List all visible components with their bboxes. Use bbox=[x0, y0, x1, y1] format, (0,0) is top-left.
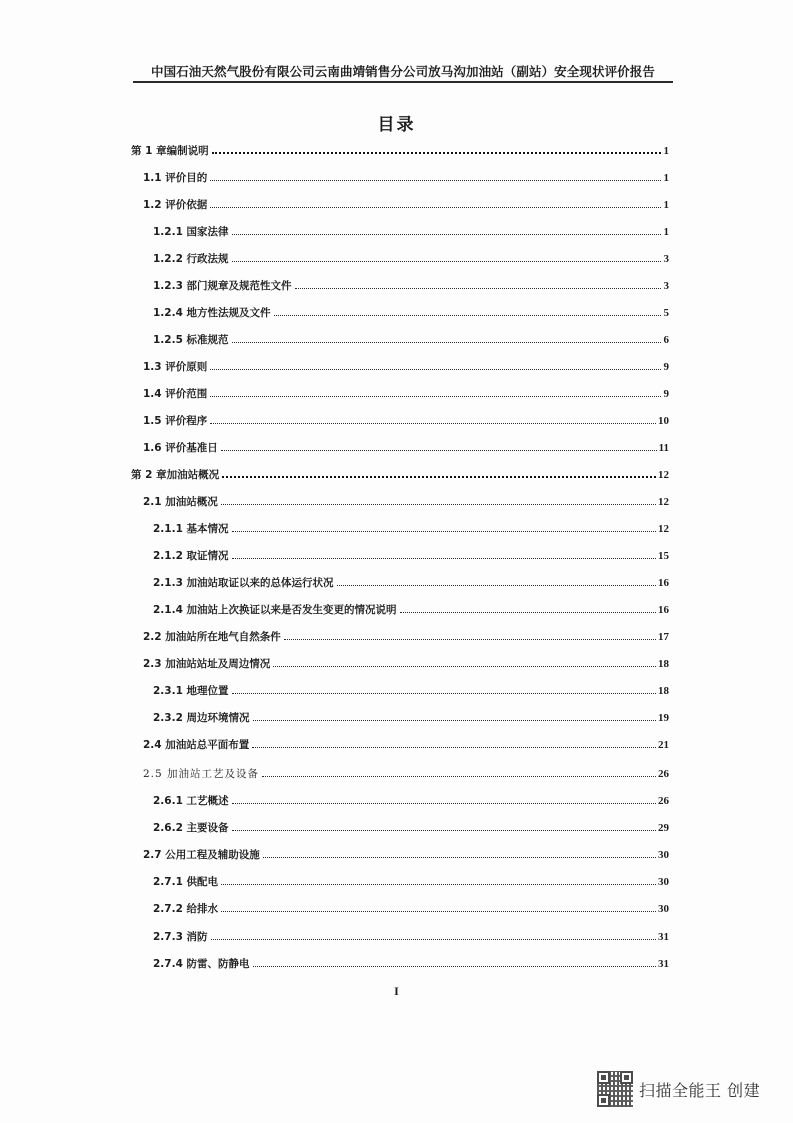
toc-subsection-entry[interactable] bbox=[153, 305, 669, 323]
dot-leader bbox=[232, 530, 656, 532]
toc-entry-page-number: 26 bbox=[658, 768, 669, 780]
toc-subsection-entry[interactable] bbox=[153, 820, 669, 838]
toc-entry-page-number: 26 bbox=[658, 795, 669, 807]
header-rule bbox=[133, 81, 673, 83]
dot-leader bbox=[221, 503, 656, 505]
dot-leader bbox=[253, 965, 656, 967]
toc-entry-page-number: 6 bbox=[663, 334, 669, 346]
dot-leader bbox=[211, 938, 656, 940]
dot-leader bbox=[210, 422, 656, 424]
toc-entry-page-number: 1 bbox=[663, 172, 669, 184]
toc-entry-page-number: 3 bbox=[663, 280, 669, 292]
toc-entry-page-number: 1 bbox=[663, 226, 669, 238]
toc-entry-label: 2.5 加油站工艺及设备 bbox=[143, 768, 260, 780]
toc-entry-label: 2.1 加油站概况 bbox=[143, 496, 218, 508]
toc-entry-page-number: 30 bbox=[658, 849, 669, 861]
toc-entry-label: 2.7.2 给排水 bbox=[153, 903, 219, 915]
toc-section-entry[interactable] bbox=[143, 656, 669, 674]
toc-section-entry[interactable] bbox=[143, 629, 669, 647]
toc-entry-label: 2.1.4 加油站上次换证以来是否发生变更的情况说明 bbox=[153, 604, 397, 616]
toc-entry-page-number: 31 bbox=[658, 958, 669, 970]
dot-leader bbox=[210, 179, 661, 181]
toc-entry-page-number: 11 bbox=[658, 442, 669, 454]
dot-leader bbox=[232, 557, 656, 559]
toc-entry-page-number: 15 bbox=[658, 550, 669, 562]
toc-entry-page-number: 30 bbox=[658, 903, 669, 915]
toc-section-entry[interactable] bbox=[143, 197, 669, 215]
toc-subsection-entry[interactable] bbox=[153, 874, 669, 892]
toc-entry-label: 2.1.3 加油站取证以来的总体运行状况 bbox=[153, 577, 334, 589]
toc-entry-page-number: 9 bbox=[663, 388, 669, 400]
toc-subsection-entry[interactable] bbox=[153, 224, 669, 242]
toc-entry-label: 1.1 评价目的 bbox=[143, 172, 208, 184]
toc-entry-page-number: 19 bbox=[658, 712, 669, 724]
toc-entry-page-number: 1 bbox=[663, 199, 669, 211]
toc-entry-label: 1.2.5 标准规范 bbox=[153, 334, 229, 346]
toc-entry-label: 1.2.4 地方性法规及文件 bbox=[153, 307, 271, 319]
toc-entry-label: 2.7 公用工程及辅助设施 bbox=[143, 849, 260, 861]
dot-leader bbox=[232, 233, 661, 235]
toc-entry-label: 第 1 章编制说明 bbox=[131, 145, 209, 157]
toc-entry-page-number: 12 bbox=[658, 469, 669, 481]
toc-entry-label: 1.5 评价程序 bbox=[143, 415, 208, 427]
toc-entry-page-number: 21 bbox=[658, 739, 669, 751]
running-header: 中国石油天然气股份有限公司云南曲靖销售分公司放马沟加油站（副站）安全现状评价报告 bbox=[150, 64, 655, 79]
toc-subsection-entry[interactable] bbox=[153, 575, 669, 593]
dot-leader bbox=[232, 829, 656, 831]
dot-leader bbox=[253, 719, 656, 721]
toc-entry-label: 1.3 评价原则 bbox=[143, 361, 208, 373]
toc-entry-page-number: 30 bbox=[658, 876, 669, 888]
dot-leader bbox=[222, 475, 656, 478]
toc-subsection-entry[interactable] bbox=[153, 251, 669, 269]
dot-leader bbox=[295, 287, 661, 289]
toc-entry-label: 2.2 加油站所在地气自然条件 bbox=[143, 631, 281, 643]
scanner-watermark bbox=[597, 1071, 760, 1107]
toc-section-entry[interactable] bbox=[143, 413, 669, 431]
toc-entry-label: 2.7.1 供配电 bbox=[153, 876, 219, 888]
toc-subsection-entry[interactable] bbox=[153, 710, 669, 728]
toc-entry-label: 2.6.2 主要设备 bbox=[153, 822, 229, 834]
toc-entry-label: 1.2 评价依据 bbox=[143, 199, 208, 211]
toc-entry-label: 2.3.2 周边环境情况 bbox=[153, 712, 250, 724]
toc-entry-label: 第 2 章加油站概况 bbox=[131, 469, 220, 481]
toc-subsection-entry[interactable] bbox=[153, 793, 669, 811]
toc-section-entry[interactable] bbox=[143, 494, 669, 512]
toc-entry-page-number: 16 bbox=[658, 577, 669, 589]
toc-entry-page-number: 3 bbox=[663, 253, 669, 265]
page-number: I bbox=[394, 984, 399, 998]
dot-leader bbox=[262, 775, 656, 777]
toc-entry-label: 2.4 加油站总平面布置 bbox=[143, 739, 250, 751]
dot-leader bbox=[221, 449, 657, 451]
toc-section-entry[interactable] bbox=[143, 386, 669, 404]
toc-section-entry[interactable] bbox=[143, 170, 669, 188]
toc-section-entry[interactable] bbox=[143, 766, 669, 784]
toc-subsection-entry[interactable] bbox=[153, 602, 669, 620]
toc-chapter-entry[interactable] bbox=[131, 467, 669, 485]
toc-title: 目录 bbox=[377, 115, 416, 135]
toc-entry-label: 2.1.1 基本情况 bbox=[153, 523, 229, 535]
toc-section-entry[interactable] bbox=[143, 737, 669, 755]
dot-leader bbox=[221, 883, 656, 885]
toc-entry-label: 2.6.1 工艺概述 bbox=[153, 795, 229, 807]
dot-leader bbox=[232, 802, 656, 804]
toc-subsection-entry[interactable] bbox=[153, 548, 669, 566]
toc-entry-label: 2.3 加油站站址及周边情况 bbox=[143, 658, 271, 670]
toc-entry-label: 1.6 评价基准日 bbox=[143, 442, 218, 454]
dot-leader bbox=[263, 856, 656, 858]
toc-subsection-entry[interactable] bbox=[153, 521, 669, 539]
dot-leader bbox=[232, 692, 656, 694]
toc-section-entry[interactable] bbox=[143, 847, 669, 865]
toc-entry-page-number: 10 bbox=[658, 415, 669, 427]
toc-entry-page-number: 31 bbox=[658, 931, 669, 943]
toc-entry-page-number: 18 bbox=[658, 658, 669, 670]
dot-leader bbox=[274, 314, 661, 316]
dot-leader bbox=[232, 341, 661, 343]
dot-leader bbox=[252, 746, 656, 748]
toc-entry-page-number: 5 bbox=[663, 307, 669, 319]
dot-leader bbox=[337, 584, 656, 586]
toc-subsection-entry[interactable] bbox=[153, 929, 669, 947]
dot-leader bbox=[221, 910, 656, 912]
toc-entry-page-number: 18 bbox=[658, 685, 669, 697]
toc-section-entry[interactable] bbox=[143, 440, 669, 458]
toc-subsection-entry[interactable] bbox=[153, 956, 669, 974]
toc-entry-label: 1.2.2 行政法规 bbox=[153, 253, 229, 265]
toc-entry-page-number: 16 bbox=[658, 604, 669, 616]
toc-entry-page-number: 12 bbox=[658, 496, 669, 508]
dot-leader bbox=[210, 395, 661, 397]
toc-entry-label: 2.3.1 地理位置 bbox=[153, 685, 229, 697]
toc-entry-page-number: 17 bbox=[658, 631, 669, 643]
toc-entry-label: 2.1.2 取证情况 bbox=[153, 550, 229, 562]
toc-chapter-entry[interactable] bbox=[131, 143, 669, 161]
qr-code-icon bbox=[597, 1071, 633, 1107]
toc-entry-page-number: 12 bbox=[658, 523, 669, 535]
toc-entry-page-number: 29 bbox=[658, 822, 669, 834]
dot-leader bbox=[400, 611, 656, 613]
toc-entry-page-number: 1 bbox=[663, 145, 669, 157]
toc-subsection-entry[interactable] bbox=[153, 901, 669, 919]
toc-entry-label: 2.7.4 防雷、防静电 bbox=[153, 958, 250, 970]
toc-subsection-entry[interactable] bbox=[153, 683, 669, 701]
watermark-text: 扫描全能王 创建 bbox=[639, 1080, 761, 1100]
dot-leader bbox=[273, 665, 656, 667]
toc-entry-page-number: 9 bbox=[663, 361, 669, 373]
toc-entry-label: 1.4 评价范围 bbox=[143, 388, 208, 400]
toc-section-entry[interactable] bbox=[143, 359, 669, 377]
toc-subsection-entry[interactable] bbox=[153, 278, 669, 296]
toc-entry-label: 1.2.1 国家法律 bbox=[153, 226, 229, 238]
toc-entry-label: 1.2.3 部门规章及规范性文件 bbox=[153, 280, 292, 292]
toc-subsection-entry[interactable] bbox=[153, 332, 669, 350]
dot-leader bbox=[210, 206, 661, 208]
dot-leader bbox=[232, 260, 661, 262]
toc-entry-label: 2.7.3 消防 bbox=[153, 931, 208, 943]
dot-leader bbox=[210, 368, 661, 370]
dot-leader bbox=[284, 638, 656, 640]
dot-leader bbox=[212, 151, 661, 154]
